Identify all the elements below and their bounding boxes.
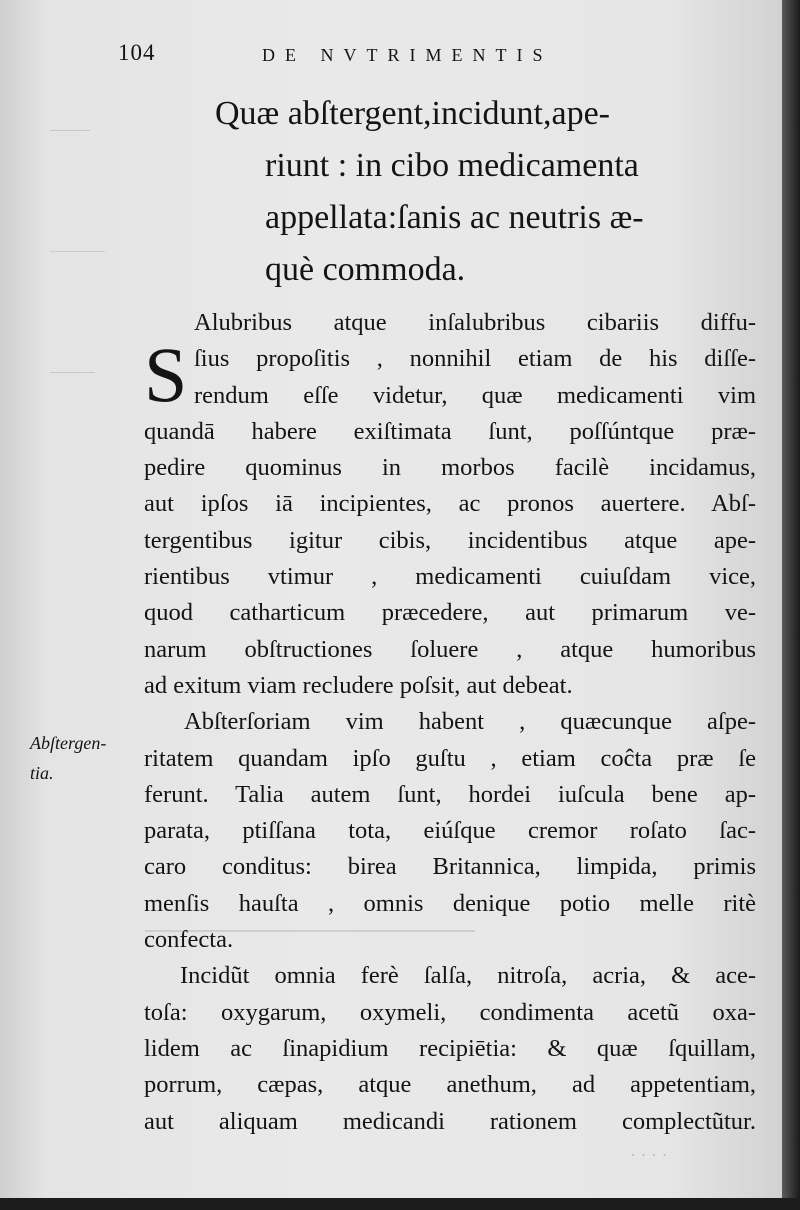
text-line: confecta. [144,926,234,954]
text-line: rendum eſſe videtur, quæ medicamenti vim [194,381,756,409]
text-line: toſa: oxygarum, oxymeli, condimenta acetũ oxa- [144,998,756,1026]
text-line: ad exitum viam recludere poſsit, aut debeat. [144,671,573,699]
page-edge-right [782,0,800,1210]
text-line: menſis hauſta , omnis denique potio melle ritè [144,889,756,917]
text-line: narum obſtructiones ſoluere , atque humoribus [144,635,756,663]
text-line: quod catharticum præcedere, aut primarum ve- [144,599,756,627]
text-line: ſius propoſitis , nonnihil etiam de his diſſe- [194,345,756,373]
text-line: ferunt. Talia autem ſunt, hordei iuſcula bene ap- [144,780,756,808]
chapter-title [215,88,755,296]
running-title: DE NVTRIMENTIS [262,45,553,65]
text-line: lidem ac ſinapidium recipiētia: & quæ ſquillam, [144,1034,756,1062]
text-line: porrum, cæpas, atque anethum, ad appetentiam, [144,1071,756,1099]
text-line: aut aliquam medicandi rationem complectũtur. [144,1107,756,1135]
show-through-signature: · · · · [630,1145,668,1165]
text-line: quandā habere exiſtimata ſunt, poſſúntque præ- [144,417,756,445]
text-line: rientibus vtimur , medicamenti cuiuſdam vice, [144,563,756,591]
margin-note [30,728,106,788]
drop-cap: S [144,331,188,418]
title-line: Quæ abſtergent,incidunt,ape- [215,95,610,132]
text-line: tergentibus igitur cibis, incidentibus atque ape- [144,526,756,554]
margin-note-line: tia. [30,763,54,783]
show-through-left [50,130,110,490]
title-line: què commoda. [265,251,466,288]
margin-note-line: Abſtergen- [30,733,107,753]
title-line: riunt : in cibo medicamenta [265,147,639,184]
text-line: pedire quominus in morbos facilè incidamus, [144,454,756,482]
text-line: Abſterſoriam vim habent , quæcunque aſpe- [184,708,756,736]
text-line: aut ipſos iā incipientes, ac pronos auertere. Abſ- [144,490,756,518]
text-line: Alubribus atque inſalubribus cibariis diffu- [194,309,756,336]
page-edge-bottom [0,1198,800,1210]
title-line: appellata:ſanis ac neutris æ- [265,199,644,236]
text-line: caro conditus: birea Britannica, limpida, primis [144,853,756,881]
page-number: 104 [118,40,156,65]
text-line: ritatem quandam ipſo guſtu , etiam coĉta præ ſe [144,744,756,772]
text-line: parata, ptiſſana tota, eiúſque cremor roſato ſac- [144,817,756,845]
body-text [144,305,756,1140]
text-line: Incidũt omnia ferè ſalſa, nitroſa, acria, & ace- [180,962,756,990]
